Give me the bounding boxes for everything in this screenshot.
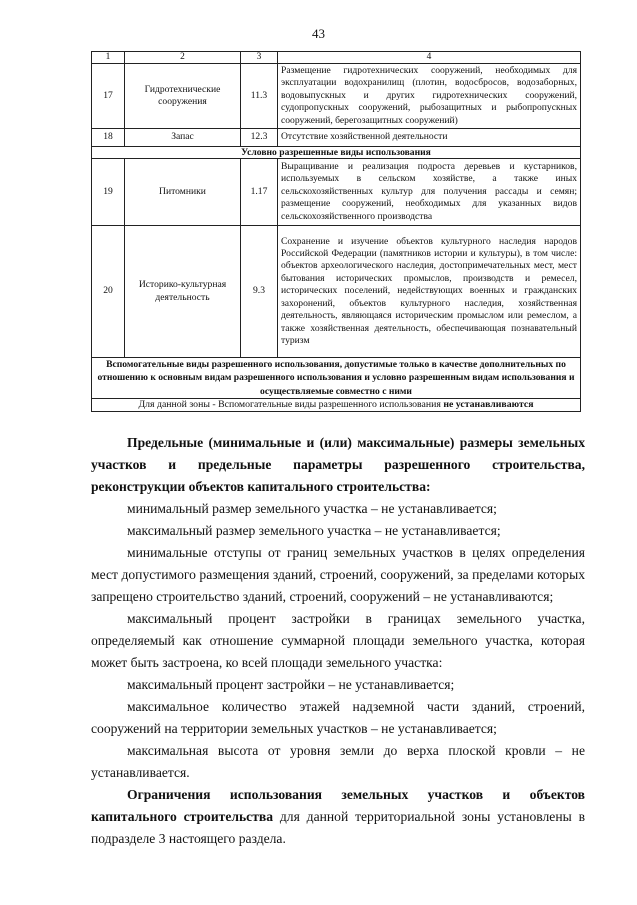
paragraph: максимальный размер земельного участка – не устанавливается;: [127, 523, 501, 538]
aux-section-title: Вспомогательные виды разрешенного использования, допустимые только в качестве дополнительных по отношению к основным видам разрешенного использования и условно разрешенным видам использования и осуществляемые совместно с ними: [92, 358, 581, 399]
use-code: 11.3: [241, 64, 278, 129]
paragraph: минимальный размер земельного участка – не устанавливается;: [127, 501, 497, 516]
use-code: 1.17: [241, 159, 278, 226]
table-row: [92, 226, 581, 358]
use-name: Историко-культурная деятельность: [125, 226, 241, 358]
use-name: Питомники: [125, 159, 241, 226]
header-cell: 3: [241, 52, 278, 64]
zone-note-row: [92, 399, 581, 412]
use-description: Сохранение и изучение объектов культурного наследия народов Российской Федерации (памятников истории и культуры), в том числе: объектов археологического наследия, достопримечательных мест, мест бытования исторических промыслов, производств и ремесел, исторических поселений, недействующих военных и гражданских захоронений, объектов культурного наследия, хозяйственная деятельность, являющаяся историческим промыслом или ремеслом, а также хозяйственная деятельность, обеспечивающая познавательный туризм: [278, 226, 581, 358]
row-number: 19: [92, 159, 125, 226]
header-cell: 2: [125, 52, 241, 64]
section-row: [92, 147, 581, 159]
use-code: 12.3: [241, 129, 278, 147]
restrictions-paragraph: [91, 784, 585, 850]
table-row: [92, 129, 581, 147]
use-description: Выращивание и реализация подроста деревьев и кустарников, используемых в сельском хозяйстве, а также иных сельскохозяйственных культур для получения рассады и семян; размещение сооружений, необходимых для указанных видов сельскохозяйственного производства: [278, 159, 581, 226]
paragraph: максимальный процент застройки в границах земельного участка, определяемый как отношение суммарной площади земельного участка, которая может быть застроена, ко всей площади земельного участка:: [91, 611, 585, 670]
section-title: Условно разрешенные виды использования: [92, 147, 581, 159]
use-code: 9.3: [241, 226, 278, 358]
use-description: Размещение гидротехнических сооружений, необходимых для эксплуатации водохранилищ (плотин, водосбросов, водозаборных, водовыпускных и других гидротехнических сооружений, судопропускных сооружений, рыбозащитных и рыбопропускных сооружений, берегозащитных сооружений): [278, 64, 581, 129]
zone-note-bold: не устанавливаются: [443, 399, 534, 411]
header-cell: 4: [278, 52, 581, 64]
paragraph: максимальный процент застройки – не устанавливается;: [127, 677, 455, 692]
aux-section-row: [92, 358, 581, 399]
table-header-row: [92, 52, 581, 64]
table-row: [92, 159, 581, 226]
row-number: 20: [92, 226, 125, 358]
zone-note-prefix: Для данной зоны - Вспомогательные виды разрешенного использования: [138, 399, 444, 411]
land-use-table: [91, 51, 581, 412]
paragraph: максимальная высота от уровня земли до верха плоской кровли – не устанавливается.: [91, 743, 585, 780]
use-name: Гидротехнические сооружения: [125, 64, 241, 129]
row-number: 17: [92, 64, 125, 129]
row-number: 18: [92, 129, 125, 147]
zone-note: [92, 399, 581, 412]
paragraph: максимальное количество этажей надземной части зданий, строений, сооружений на территории земельных участков – не устанавливается;: [91, 699, 585, 736]
body-text: [91, 432, 585, 850]
use-name: Запас: [125, 129, 241, 147]
parameters-heading: Предельные (минимальные и (или) максимальные) размеры земельных участков и предельные параметры разрешенного строительства, реконструкции объектов капитального строительства:: [91, 435, 585, 494]
restrictions-bold: Ограничения использования земельных участков и объектов капитального строительства: [91, 787, 585, 824]
use-description: Отсутствие хозяйственной деятельности: [278, 129, 581, 147]
paragraph: минимальные отступы от границ земельных участков в целях определения мест допустимого размещения зданий, строений, сооружений, за пределами которых запрещено строительство зданий, строений, сооружений – не устанавливаются;: [91, 545, 585, 604]
page-number: 43: [312, 26, 325, 41]
table-row: [92, 64, 581, 129]
restrictions-rest: для данной территориальной зоны установлены в подразделе 3 настоящего раздела.: [91, 809, 585, 846]
header-cell: 1: [92, 52, 125, 64]
